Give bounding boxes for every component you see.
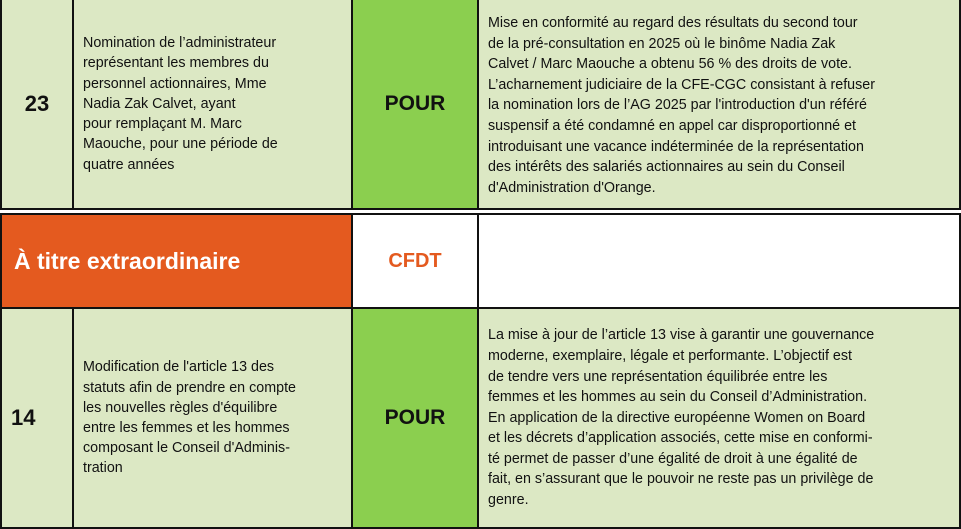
text-line: Nadia Zak Calvet, ayant — [83, 95, 236, 112]
text-line: fait, en s’assurant que le pouvoir ne reste pas un privilège de — [488, 471, 874, 488]
resolution-number: 14 — [11, 405, 36, 430]
resolution-description-cell — [74, 309, 353, 529]
text-line: de la pré-consultation en 2025 où le binôme Nadia Zak — [488, 35, 836, 52]
text-line: Maouche, pour une période de — [83, 136, 278, 153]
resolution-description — [83, 357, 296, 478]
vote-label: POUR — [384, 92, 446, 115]
text-line: et les décrets d’application associés, cette mise en conformi- — [488, 430, 873, 447]
text-line: tration — [83, 460, 123, 477]
text-line: statuts afin de prendre en compte — [83, 379, 296, 396]
resolution-number: 23 — [24, 91, 50, 116]
text-line: de tendre vers une représentation équilibrée entre les — [488, 368, 828, 385]
text-line: La mise à jour de l’article 13 vise à garantir une gouvernance — [488, 327, 875, 344]
explanation-cell — [479, 0, 961, 210]
text-line: genre. — [488, 492, 529, 509]
text-line: té permet de passer d’une égalité de droit à une égalité de — [488, 450, 858, 467]
section-title: À titre extraordinaire — [14, 247, 241, 274]
text-line: les nouvelles règles d'équilibre — [83, 399, 278, 416]
text-line: suspensif a été condamné en appel car disproportionné et — [488, 117, 856, 134]
text-line: quatre années — [83, 156, 175, 173]
text-line: introduisant une vacance indéterminée de la représentation — [488, 138, 864, 155]
text-line: d'Administration d'Orange. — [488, 179, 656, 196]
cfdt-header-cell — [351, 213, 479, 309]
resolution-description — [83, 33, 278, 174]
vote-cell — [353, 309, 479, 529]
text-line: entre les femmes et les hommes — [83, 420, 290, 436]
vote-cell — [353, 0, 479, 210]
explanation-cell — [479, 309, 961, 529]
text-line: personnel actionnaires, Mme — [83, 75, 267, 92]
cfdt-label: CFDT — [388, 249, 442, 272]
text-line: Modification de l'article 13 des — [83, 359, 275, 376]
vote-label: POUR — [384, 406, 446, 429]
text-line: représentant les membres du — [83, 55, 269, 72]
header-empty-cell — [479, 213, 961, 309]
resolution-number-cell — [0, 309, 74, 529]
text-line: composant le Conseil d'Adminis- — [83, 440, 290, 457]
text-line: des intérêts des salariés actionnaires au sein du Conseil — [488, 159, 845, 176]
text-line: pour remplaçant M. Marc — [83, 116, 242, 133]
text-line: moderne, exemplaire, légale et performante. L’objectif est — [488, 347, 852, 364]
text-line: Mise en conformité au regard des résultats du second tour — [488, 15, 858, 31]
explanation-text — [488, 13, 875, 198]
explanation-text — [488, 325, 874, 510]
text-line: femmes et les hommes au sein du Conseil d’Administration. — [488, 389, 868, 406]
text-line: la nomination lors de l’AG 2025 par l'introduction d'un référé — [488, 97, 867, 114]
text-line: L’acharnement judiciaire de la CFE-CGC consistant à refuser — [488, 76, 875, 93]
text-line: En application de la directive européenne Women on Board — [488, 409, 866, 426]
section-header-cell — [0, 213, 353, 309]
resolution-number-cell — [0, 0, 74, 210]
text-line: Nomination de l’administrateur — [83, 35, 277, 52]
resolution-description-cell — [74, 0, 353, 210]
text-line: Calvet / Marc Maouche a obtenu 56 % des droits de vote. — [488, 56, 852, 73]
